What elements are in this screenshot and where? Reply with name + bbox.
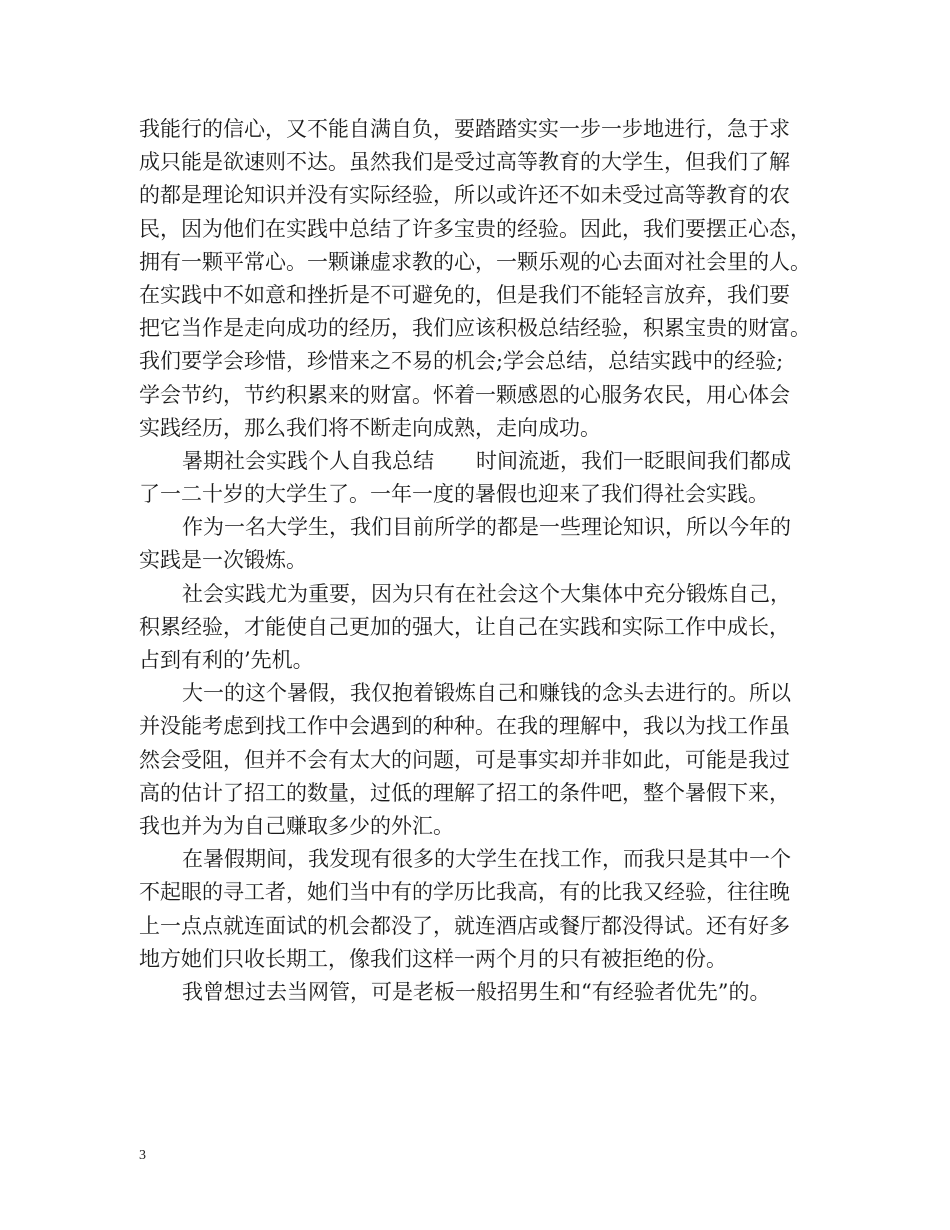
- line-text: 在暑假期间，我发现有很多的大学生在找工作，而我只是其中一个: [182, 847, 791, 872]
- line-text: 实践经历，那么我们将不断走向成熟，走向成功。: [139, 415, 601, 440]
- line-text: 时间流逝，我们一眨眼间我们都成: [476, 448, 791, 473]
- line-text: 社会实践尤为重要，因为只有在社会这个大集体中充分锻炼自己，: [182, 581, 791, 606]
- line-text: 实践是一次锻炼。: [139, 548, 307, 573]
- line-text: 大一的这个暑假，我仅抱着锻炼自己和赚钱的念头去进行的。所以: [182, 681, 791, 706]
- text-line: [139, 478, 819, 511]
- line-text: 成只能是欲速则不达。虽然我们是受过高等教育的大学生，但我们了解: [139, 150, 790, 175]
- text-line: [139, 412, 819, 445]
- line-text: 把它当作是走向成功的经历，我们应该积极总结经验，积累宝贵的财富。: [139, 316, 811, 341]
- text-line: [139, 213, 819, 246]
- line-text: 并没能考虑到找工作中会遇到的种种。在我的理解中，我以为找工作虽: [139, 714, 790, 739]
- text-line: [139, 876, 819, 909]
- text-line-paragraph-start: [139, 976, 819, 1009]
- text-line: [139, 246, 819, 279]
- text-line: [139, 179, 819, 212]
- text-line: [139, 544, 819, 577]
- line-text: 拥有一颗平常心。一颗谦虚求教的心，一颗乐观的心去面对社会里的人。: [139, 249, 811, 274]
- line-text: 地方她们只收长期工，像我们这样一两个月的只有被拒绝的份。: [139, 946, 727, 971]
- text-line: [139, 710, 819, 743]
- text-line-section-heading: [139, 445, 819, 478]
- section-heading-text: 暑期社会实践个人自我总结: [182, 448, 434, 473]
- text-line-paragraph-start: [139, 843, 819, 876]
- line-text: 积累经验，才能使自己更加的强大，让自己在实践和实际工作中成长，: [139, 614, 790, 639]
- text-line: [139, 777, 819, 810]
- line-text: 学会节约，节约积累来的财富。怀着一颗感恩的心服务农民，用心体会: [139, 382, 790, 407]
- text-line-paragraph-start: [139, 677, 819, 710]
- text-line: [139, 611, 819, 644]
- document-body: [139, 113, 819, 1009]
- text-line: [139, 312, 819, 345]
- line-text: 我也并为为自己赚取多少的外汇。: [139, 813, 454, 838]
- line-text: 高的估计了招工的数量，过低的理解了招工的条件吧，整个暑假下来，: [139, 780, 790, 805]
- text-line: [139, 644, 819, 677]
- text-line: [139, 379, 819, 412]
- line-text: 作为一名大学生，我们目前所学的都是一些理论知识，所以今年的: [182, 515, 791, 540]
- text-line: [139, 910, 819, 943]
- text-line: [139, 943, 819, 976]
- text-line-paragraph-start: [139, 511, 819, 544]
- line-text: 占到有利的’先机。: [139, 648, 314, 672]
- page-number: 3: [139, 1148, 146, 1163]
- line-text: 在实践中不如意和挫折是不可避免的，但是我们不能轻言放弃，我们要: [139, 282, 790, 307]
- text-line: [139, 810, 819, 843]
- line-text: 不起眼的寻工者，她们当中有的学历比我高，有的比我又经验，往往晚: [139, 880, 790, 905]
- text-line-paragraph-start: [139, 578, 819, 611]
- line-text: 上一点点就连面试的机会都没了，就连酒店或餐厅都没得试。还有好多: [139, 913, 790, 938]
- line-text: 了一二十岁的大学生了。一年一度的暑假也迎来了我们得社会实践。: [139, 482, 769, 507]
- text-line: [139, 113, 819, 146]
- line-text: 民，因为他们在实践中总结了许多宝贵的经验。因此，我们要摆正心态，: [139, 216, 811, 241]
- text-line: [139, 345, 819, 378]
- text-line: [139, 279, 819, 312]
- line-text: 我们要学会珍惜，珍惜来之不易的机会;学会总结，总结实践中的经验;: [139, 349, 784, 374]
- line-text: 然会受阻，但并不会有太大的问题，可是事实却并非如此，可能是我过: [139, 747, 790, 772]
- text-line: [139, 146, 819, 179]
- line-text: 的都是理论知识并没有实际经验，所以或许还不如未受过高等教育的农: [139, 183, 790, 208]
- line-text: 我能行的信心，又不能自满自负，要踏踏实实一步一步地进行，急于求: [139, 117, 790, 141]
- text-line: [139, 744, 819, 777]
- line-text: 我曾想过去当网管，可是老板一般招男生和“有经验者优先”的。: [182, 979, 771, 1004]
